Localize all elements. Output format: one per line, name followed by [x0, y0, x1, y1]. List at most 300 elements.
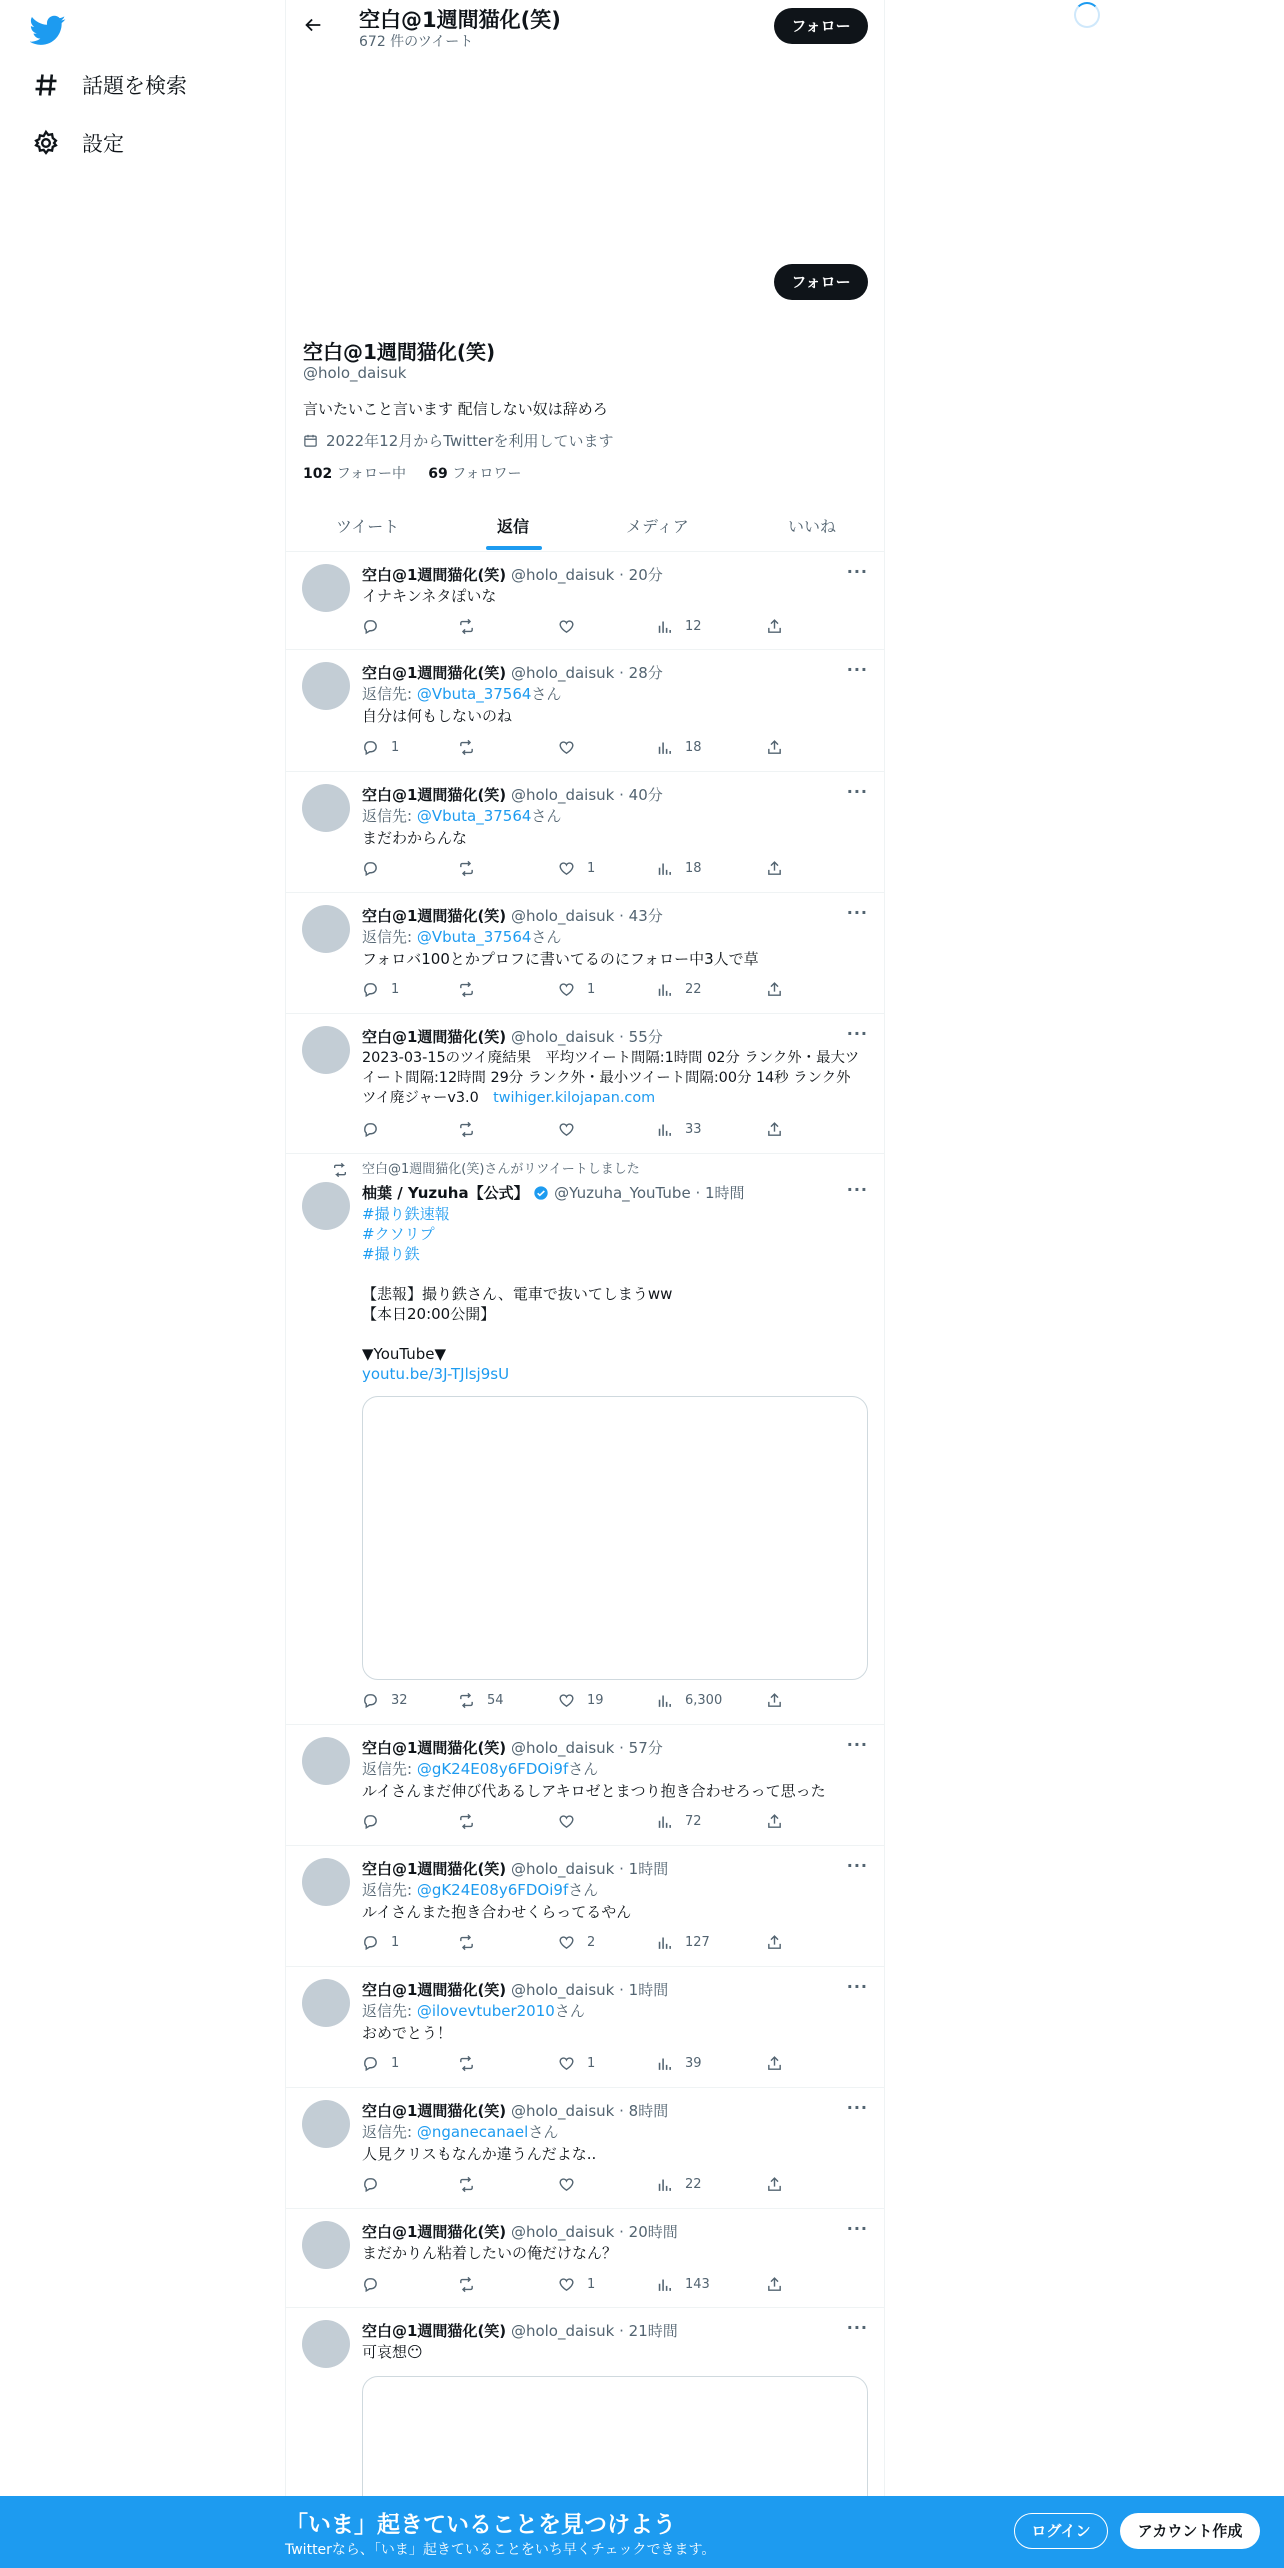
reply-button[interactable] — [362, 860, 391, 877]
retweet-icon — [458, 2276, 475, 2293]
share-icon — [766, 1121, 783, 1138]
reply-prefix: 返信先: — [362, 685, 417, 703]
tweet-author-name[interactable]: 空白@1週間猫化(笑) — [362, 1028, 507, 1046]
reply-button[interactable] — [362, 1934, 399, 1951]
tweet-header — [362, 2320, 678, 2341]
more-options-icon[interactable]: ··· — [846, 782, 868, 801]
gear-icon — [32, 129, 60, 157]
tweet-text: まだわからんな — [362, 829, 468, 847]
reply-context — [362, 1759, 598, 1779]
tweet-item[interactable] — [286, 2088, 885, 2209]
share-button[interactable] — [766, 1692, 783, 1709]
tweet-meta: @holo_daisuk · 55分 — [510, 1028, 663, 1046]
profile-joined-text: 2022年12月からTwitterを利用しています — [326, 432, 614, 450]
tweet-link[interactable]: twihiger.kilojapan.com — [493, 1090, 656, 1106]
reply-count: 1 — [391, 1935, 400, 1950]
tweet-header — [362, 1026, 663, 1047]
more-options-icon[interactable]: ··· — [846, 1977, 868, 1996]
views-count: 18 — [685, 861, 702, 876]
tweet-actions — [362, 1121, 802, 1141]
tweet-header — [362, 662, 663, 683]
reply-count: 1 — [391, 740, 400, 755]
share-button[interactable] — [766, 1813, 783, 1830]
tweet-actions — [362, 860, 802, 880]
views-count: 22 — [685, 982, 702, 997]
reply-icon — [362, 2176, 379, 2193]
tweet-text: 人見クリスもなんか違うんだよな.. — [362, 2145, 597, 2163]
hashtag-icon — [32, 71, 60, 99]
reply-context — [362, 1880, 598, 1900]
more-options-icon[interactable]: ··· — [846, 1735, 868, 1754]
tweet-text: おめでとう！ — [362, 2024, 453, 2042]
tweet-actions — [362, 1692, 802, 1712]
more-options-icon[interactable]: ··· — [846, 1856, 868, 1875]
tweet-text-line: 【悲報】撮り鉄さん、電車で抜いてしまうww — [362, 1285, 673, 1303]
reply-count: 32 — [391, 1693, 408, 1708]
avatar[interactable] — [302, 1026, 350, 1074]
views-count: 39 — [685, 2056, 702, 2071]
tweet-item[interactable] — [286, 1154, 885, 1725]
tweet-meta: @holo_daisuk · 28分 — [510, 664, 663, 682]
like-button[interactable] — [558, 2276, 595, 2293]
more-options-icon[interactable]: ··· — [846, 2318, 868, 2337]
like-button[interactable] — [558, 1692, 604, 1709]
tweet-header — [362, 1858, 668, 1879]
reply-prefix: 返信先: — [362, 807, 417, 825]
retweet-icon — [458, 2055, 475, 2072]
tweet-meta: @holo_daisuk · 20時間 — [510, 2223, 678, 2241]
tweet-meta: @holo_daisuk · 1時間 — [510, 1981, 669, 1999]
reply-to-link[interactable]: @Vbuta_37564 — [416, 685, 532, 703]
reply-suffix: さん — [554, 2002, 585, 2020]
reply-to-link[interactable]: @ilovevtuber2010 — [416, 2002, 555, 2020]
more-options-icon[interactable]: ··· — [846, 903, 868, 922]
tweet-text-line — [362, 1088, 655, 1108]
tweet-text: まだかりん粘着したいの俺だけなん？ — [362, 2244, 618, 2262]
reply-button[interactable] — [362, 2276, 391, 2293]
like-icon — [558, 1692, 575, 1709]
tab-replies[interactable]: 返信 — [497, 517, 530, 536]
like-count: 1 — [587, 861, 596, 876]
share-button[interactable] — [766, 1934, 783, 1951]
views-count: 127 — [685, 1935, 710, 1950]
like-button[interactable] — [558, 618, 587, 635]
tweet-header — [362, 1737, 663, 1758]
retweet-icon — [458, 618, 475, 635]
tweet-text: 自分は何もしないのね — [362, 707, 513, 725]
tweet-header — [362, 1979, 668, 2000]
tweet-actions — [362, 1934, 802, 1954]
retweet-icon — [458, 1692, 475, 1709]
retweet-icon — [458, 981, 475, 998]
share-icon — [766, 618, 783, 635]
reply-context — [362, 806, 561, 826]
reply-to-link[interactable]: @nganecanael — [416, 2123, 529, 2141]
tweet-text-fragment: ツイ廃ジャーv3.0 — [362, 1090, 494, 1106]
tweet-author-name[interactable]: 空白@1週間猫化(笑) — [362, 1739, 507, 1757]
reply-button[interactable] — [362, 739, 399, 756]
profile-header-bar — [286, 0, 885, 53]
like-button[interactable] — [558, 860, 595, 877]
tweet-actions — [362, 2276, 802, 2296]
share-icon — [766, 2176, 783, 2193]
retweet-button[interactable] — [458, 739, 487, 756]
reply-to-link[interactable]: @gK24E08y6FDOi9f — [416, 1881, 569, 1899]
tab-tweets[interactable]: ツイート — [336, 517, 400, 536]
reply-icon — [362, 1121, 379, 1138]
avatar[interactable] — [302, 1737, 350, 1785]
tweet-author-name[interactable]: 柚葉 / Yuzuha【公式】 — [362, 1184, 529, 1202]
retweet-button[interactable] — [458, 860, 487, 877]
hashtag-link[interactable]: #撮り鉄速報 — [362, 1205, 450, 1223]
retweet-icon — [458, 1934, 475, 1951]
tweet-author-name[interactable]: 空白@1週間猫化(笑) — [362, 2223, 507, 2241]
profile-tabs — [286, 498, 885, 552]
views-icon — [656, 981, 673, 998]
reply-prefix: 返信先: — [362, 2123, 417, 2141]
views-icon — [656, 739, 673, 756]
like-icon — [558, 1813, 575, 1830]
reply-prefix: 返信先: — [362, 1881, 417, 1899]
avatar[interactable] — [302, 1182, 350, 1230]
views-button[interactable] — [656, 618, 702, 635]
tweet-header — [362, 564, 663, 585]
following-link[interactable] — [303, 466, 406, 482]
profile-bio: 言いたいこと言います 配信しない奴は辞めろ — [303, 400, 608, 418]
views-button[interactable] — [656, 2276, 710, 2293]
tweet-header — [362, 2221, 678, 2242]
tweet-meta: @holo_daisuk · 1時間 — [510, 1860, 669, 1878]
share-button[interactable] — [766, 860, 783, 877]
tweet-text: ルイさんまだ伸び代あるしアキロゼとまつり抱き合わせろって思った — [362, 1782, 826, 1800]
left-navigation — [0, 0, 285, 2568]
tweet-header — [362, 2100, 668, 2121]
reply-context — [362, 927, 561, 947]
like-button[interactable] — [558, 2176, 587, 2193]
reply-context — [362, 684, 561, 704]
share-button[interactable] — [766, 739, 783, 756]
tweet-header — [362, 784, 663, 805]
avatar[interactable] — [302, 905, 350, 953]
like-icon — [558, 618, 575, 635]
retweet-button[interactable] — [458, 1121, 487, 1138]
reply-icon — [362, 2055, 379, 2072]
views-count: 6,300 — [685, 1693, 723, 1708]
tweet-header — [362, 1182, 745, 1203]
views-icon — [656, 2276, 673, 2293]
share-icon — [766, 860, 783, 877]
tweet-meta: @holo_daisuk · 8時間 — [510, 2102, 669, 2120]
share-icon — [766, 981, 783, 998]
share-button[interactable] — [766, 2276, 783, 2293]
share-icon — [766, 2055, 783, 2072]
avatar[interactable] — [302, 2100, 350, 2148]
profile-follow-stats — [303, 463, 522, 483]
reply-icon — [362, 1813, 379, 1830]
reply-to-link[interactable]: @Vbuta_37564 — [416, 928, 532, 946]
reply-icon — [362, 1934, 379, 1951]
like-icon — [558, 2176, 575, 2193]
views-icon — [656, 618, 673, 635]
tweet-author-name[interactable]: 空白@1週間猫化(笑) — [362, 907, 507, 925]
tweet-author-name[interactable]: 空白@1週間猫化(笑) — [362, 1981, 507, 1999]
signup-banner-subtitle: Twitterなら、「いま」起きていることをいち早くチェックできます。 — [285, 2542, 716, 2558]
views-icon — [656, 1692, 673, 1709]
nav-explore[interactable] — [32, 70, 187, 100]
profile-joined — [303, 430, 614, 451]
reply-suffix: さん — [528, 2123, 559, 2141]
header-tweet-count: 672 件のツイート — [359, 34, 474, 50]
like-count: 1 — [587, 2277, 596, 2292]
reply-suffix: さん — [531, 685, 562, 703]
views-button[interactable] — [656, 981, 702, 998]
more-options-icon[interactable]: ··· — [846, 1024, 868, 1043]
views-button[interactable] — [656, 1813, 702, 1830]
retweet-button[interactable] — [458, 981, 487, 998]
reply-prefix: 返信先: — [362, 1760, 417, 1778]
tweet-meta: @holo_daisuk · 21時間 — [510, 2322, 678, 2340]
views-icon — [656, 1121, 673, 1138]
tweet-item[interactable] — [286, 1846, 885, 1967]
views-button[interactable] — [656, 1121, 702, 1138]
calendar-icon — [303, 433, 318, 448]
reply-button[interactable] — [362, 1692, 408, 1709]
share-icon — [766, 1934, 783, 1951]
tweet-item[interactable] — [286, 772, 885, 893]
reply-icon — [362, 618, 379, 635]
tweet-actions — [362, 739, 802, 759]
reply-icon — [362, 739, 379, 756]
retweet-icon — [458, 2176, 475, 2193]
reply-count: 1 — [391, 2056, 400, 2071]
tab-media[interactable]: メディア — [626, 517, 689, 536]
retweet-icon — [332, 1162, 348, 1178]
reply-context — [362, 2001, 585, 2021]
like-count: 1 — [587, 982, 596, 997]
tweet-item[interactable] — [286, 552, 885, 650]
retweet-count: 54 — [487, 1693, 504, 1708]
reply-suffix: さん — [568, 1760, 599, 1778]
avatar[interactable] — [302, 662, 350, 710]
followers-count: 69 — [428, 466, 448, 482]
views-icon — [656, 860, 673, 877]
reply-suffix: さん — [568, 1881, 599, 1899]
tweet-item[interactable] — [286, 650, 885, 772]
like-icon — [558, 1121, 575, 1138]
login-button[interactable]: ログイン — [1014, 2513, 1108, 2549]
tweet-author-name[interactable]: 空白@1週間猫化(笑) — [362, 786, 507, 804]
share-icon — [766, 739, 783, 756]
tweet-item[interactable] — [286, 1967, 885, 2088]
views-button[interactable] — [656, 2055, 702, 2072]
retweet-button[interactable] — [458, 1934, 487, 1951]
like-button[interactable] — [558, 1813, 587, 1830]
tweet-meta: @holo_daisuk · 20分 — [510, 566, 663, 584]
share-button[interactable] — [766, 981, 783, 998]
views-button[interactable] — [656, 1934, 710, 1951]
retweet-button[interactable] — [458, 1813, 487, 1830]
share-icon — [766, 1813, 783, 1830]
tweet-meta: @holo_daisuk · 43分 — [510, 907, 663, 925]
nav-explore-label: 話題を検索 — [82, 74, 187, 98]
reply-button[interactable] — [362, 1813, 391, 1830]
like-count: 1 — [587, 2056, 596, 2071]
views-icon — [656, 1934, 673, 1951]
followers-label: フォロワー — [452, 466, 522, 482]
views-button[interactable] — [656, 1692, 722, 1709]
retweet-button[interactable] — [458, 618, 487, 635]
hashtag-link[interactable]: #撮り鉄 — [362, 1245, 420, 1263]
share-icon — [766, 1692, 783, 1709]
tweet-link[interactable]: youtu.be/3J-TJlsj9sU — [362, 1365, 510, 1383]
like-count: 2 — [587, 1935, 596, 1950]
following-label: フォロー中 — [336, 466, 406, 482]
more-options-icon[interactable]: ··· — [846, 562, 868, 581]
tweet-author-name[interactable]: 空白@1週間猫化(笑) — [362, 1860, 507, 1878]
tweet-text — [362, 2342, 423, 2362]
reply-prefix: 返信先: — [362, 928, 417, 946]
views-count: 33 — [685, 1122, 702, 1137]
like-button[interactable] — [558, 1121, 587, 1138]
views-count: 12 — [685, 619, 702, 634]
more-options-icon[interactable]: ··· — [846, 660, 868, 679]
hashtag-link[interactable]: #クソリプ — [362, 1225, 435, 1243]
tweet-actions — [362, 618, 802, 638]
header-profile-name: 空白@1週間猫化(笑) — [359, 8, 561, 32]
more-options-icon[interactable]: ··· — [846, 2219, 868, 2238]
tweet-item[interactable] — [286, 2209, 885, 2308]
nav-settings[interactable] — [32, 128, 124, 158]
emoji: 😶 — [407, 2343, 423, 2361]
tab-likes[interactable]: いいね — [788, 517, 837, 536]
tweet-actions — [362, 2176, 802, 2196]
like-icon — [558, 981, 575, 998]
reply-button[interactable] — [362, 981, 399, 998]
reply-icon — [362, 1692, 379, 1709]
like-icon — [558, 739, 575, 756]
share-button[interactable] — [766, 1121, 783, 1138]
reply-to-link[interactable]: @gK24E08y6FDOi9f — [416, 1760, 569, 1778]
profile-name: 空白@1週間猫化(笑) — [303, 340, 496, 364]
retweet-icon — [458, 1121, 475, 1138]
tweet-item[interactable] — [286, 893, 885, 1014]
tweet-actions — [362, 2055, 802, 2075]
like-icon — [558, 2055, 575, 2072]
following-count: 102 — [303, 466, 333, 482]
views-icon — [656, 2055, 673, 2072]
tweet-text-fragment: 可哀想 — [362, 2343, 408, 2361]
avatar[interactable] — [302, 564, 350, 612]
tweet-item[interactable] — [286, 1725, 885, 1846]
views-count: 72 — [685, 1814, 702, 1829]
retweet-button[interactable] — [458, 2055, 487, 2072]
views-count: 143 — [685, 2277, 710, 2292]
like-icon — [558, 2276, 575, 2293]
tweet-text: フォロバ100とかプロフに書いてるのにフォロー中3人で草 — [362, 950, 759, 968]
tweet-meta: @holo_daisuk · 57分 — [510, 1739, 663, 1757]
reply-icon — [362, 860, 379, 877]
header-follow-button[interactable]: フォロー — [774, 8, 868, 44]
views-icon — [656, 2176, 673, 2193]
reply-count: 1 — [391, 982, 400, 997]
views-button[interactable] — [656, 739, 702, 756]
reply-context — [362, 2122, 558, 2142]
share-button[interactable] — [766, 2055, 783, 2072]
avatar[interactable] — [302, 1858, 350, 1906]
avatar[interactable] — [302, 2221, 350, 2269]
verified-badge-icon — [533, 1185, 549, 1201]
loading-spinner-icon — [1074, 2, 1100, 28]
reply-prefix: 返信先: — [362, 2002, 417, 2020]
reply-button[interactable] — [362, 2055, 399, 2072]
retweet-button[interactable] — [458, 2276, 487, 2293]
retweet-icon — [458, 1813, 475, 1830]
tweet-text: イナキンネタぽいな — [362, 587, 497, 605]
followers-link[interactable] — [428, 466, 521, 482]
avatar[interactable] — [302, 2320, 350, 2368]
retweet-button[interactable] — [458, 2176, 487, 2193]
signup-button[interactable]: アカウント作成 — [1120, 2513, 1260, 2549]
tweet-text-line: イート間隔:12時間 29分 ランク外・最小ツイート間隔:00分 14秒 ランク外 — [362, 1070, 851, 1086]
tweet-text-line: ▼YouTube▼ — [362, 1345, 447, 1363]
avatar[interactable] — [302, 1979, 350, 2027]
reply-icon — [362, 2276, 379, 2293]
tweet-author-name[interactable]: 空白@1週間猫化(笑) — [362, 664, 507, 682]
retweeted-by-label[interactable]: 空白@1週間猫化(笑)さんがリツイートしました — [362, 1162, 640, 1177]
share-button[interactable] — [766, 2176, 783, 2193]
reply-button[interactable] — [362, 618, 391, 635]
tweet-header — [362, 905, 663, 926]
reply-button[interactable] — [362, 1121, 391, 1138]
signup-banner-title: 「いま」起きていることを見つけよう — [285, 2512, 676, 2538]
like-button[interactable] — [558, 981, 595, 998]
like-count: 19 — [587, 1693, 604, 1708]
retweet-icon — [458, 860, 475, 877]
more-options-icon[interactable]: ··· — [846, 1180, 868, 1199]
signup-banner — [0, 2496, 1284, 2568]
share-icon — [766, 2276, 783, 2293]
reply-button[interactable] — [362, 2176, 391, 2193]
tweet-author-name[interactable]: 空白@1週間猫化(笑) — [362, 2102, 507, 2120]
profile-follow-button[interactable]: フォロー — [774, 264, 868, 300]
reply-suffix: さん — [531, 807, 562, 825]
like-button[interactable] — [558, 739, 587, 756]
tweet-text-line: 【本日20:00公開】 — [362, 1305, 496, 1323]
share-button[interactable] — [766, 618, 783, 635]
like-button[interactable] — [558, 2055, 595, 2072]
views-button[interactable] — [656, 860, 702, 877]
reply-to-link[interactable]: @Vbuta_37564 — [416, 807, 532, 825]
reply-suffix: さん — [531, 928, 562, 946]
views-button[interactable] — [656, 2176, 702, 2193]
views-count: 22 — [685, 2177, 702, 2192]
tweet-item[interactable] — [286, 1014, 885, 1154]
like-button[interactable] — [558, 1934, 595, 1951]
link-preview-card[interactable] — [362, 1396, 868, 1680]
avatar[interactable] — [302, 784, 350, 832]
more-options-icon[interactable]: ··· — [846, 2098, 868, 2117]
like-icon — [558, 1934, 575, 1951]
nav-settings-label: 設定 — [82, 132, 124, 156]
retweet-button[interactable] — [458, 1692, 504, 1709]
tweet-text: ルイさんまた抱き合わせくらってるやん — [362, 1903, 632, 1921]
tweet-meta: @Yuzuha_YouTube · 1時間 — [554, 1184, 745, 1202]
twitter-bird-icon[interactable] — [30, 12, 66, 48]
tweet-text-line: 2023-03-15のツイ廃結果 平均ツイート間隔:1時間 02分 ランク外・最大ツ — [362, 1050, 860, 1066]
back-arrow-icon[interactable] — [302, 14, 324, 36]
tweet-author-name[interactable]: 空白@1週間猫化(笑) — [362, 566, 507, 584]
tweet-author-name[interactable]: 空白@1週間猫化(笑) — [362, 2322, 507, 2340]
